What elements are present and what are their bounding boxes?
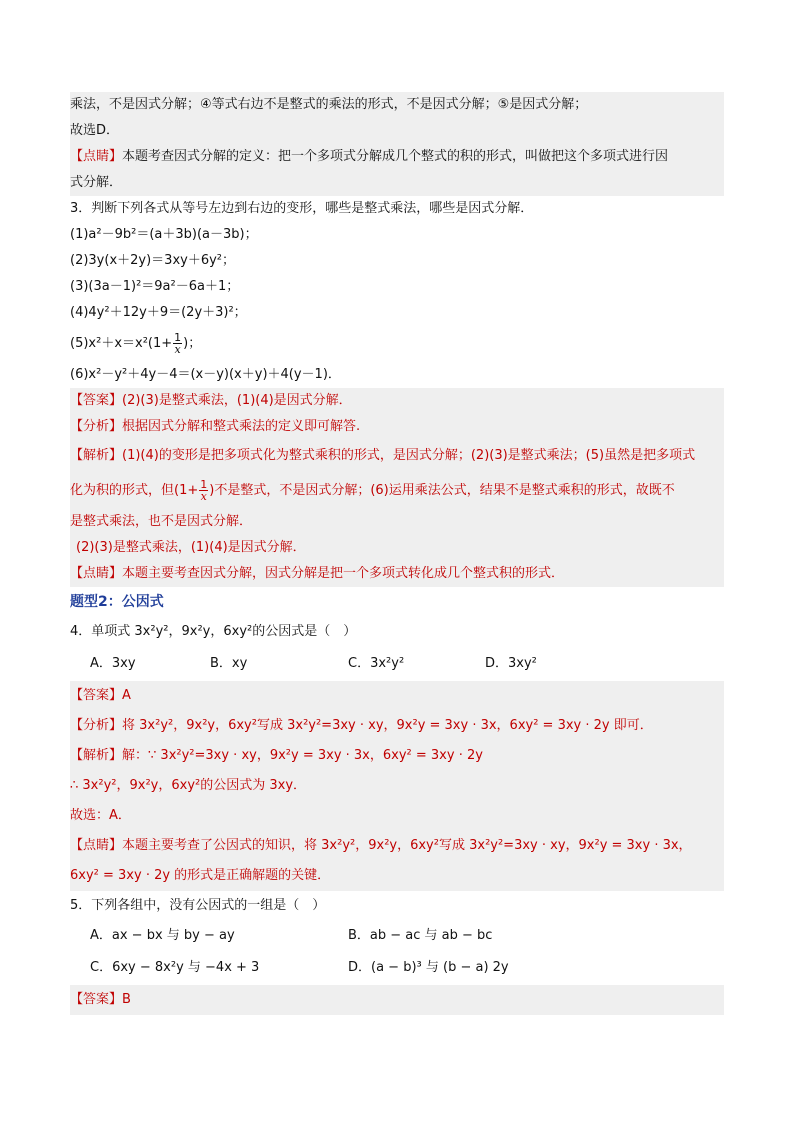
equation-6 (70, 362, 724, 388)
solution-line (70, 472, 724, 509)
option-a[interactable]: A．3xy (90, 656, 136, 671)
heading-text: 题型2：公因式 (70, 594, 164, 610)
option-b[interactable]: B．ab − ac 与 ab − bc (348, 928, 493, 943)
note-line (70, 561, 724, 587)
answer-tag: 【答案】 (70, 992, 123, 1007)
answer-line (70, 681, 724, 711)
answer-text: A (122, 688, 131, 703)
note-text: 本题主要考查了公因式的知识，将 3x²y²，9x²y，6xy²写成 3x²y²=3xy · xy，9x²y = 3xy · 3x， (122, 838, 692, 853)
numerator: 1 (174, 331, 182, 344)
equation-4 (70, 300, 724, 326)
text-line (70, 92, 724, 118)
fraction (199, 479, 208, 502)
solution-text: 故选：A． (70, 808, 131, 823)
equation-text: (5)x²＋x＝x²(1+ (70, 336, 173, 351)
question-3 (70, 196, 724, 222)
fraction (173, 332, 182, 355)
question-text: 4．单项式 3x²y²，9x²y，6xy²的公因式是（ ） (70, 624, 357, 639)
denominator: x (200, 490, 207, 503)
analysis-text: 将 3x²y²，9x²y，6xy²写成 3x²y²=3xy · xy，9x²y = 3xy · 3x，6xy² = 3xy · 2y 即可． (122, 718, 653, 733)
equation-1 (70, 222, 724, 248)
answer-line (70, 388, 724, 414)
answer-line (70, 985, 724, 1015)
note-tag: 【点睛】 (70, 566, 123, 581)
equation-3 (70, 274, 724, 300)
question-5 (70, 891, 724, 921)
equation-text: (2)3y(x＋2y)＝3xy＋6y²； (70, 253, 236, 268)
text-line (70, 118, 724, 144)
answer-text: (2)(3)是整式乘法，(1)(4)是因式分解． (122, 393, 352, 408)
solution-text: 是整式乘法，也不是因式分解． (70, 514, 253, 529)
equation-text: (4)4y²＋12y＋9＝(2y＋3)²； (70, 305, 247, 320)
solution-text: (2)(3)是整式乘法，(1)(4)是因式分解． (76, 540, 306, 555)
solution-line (70, 771, 724, 801)
equation-text: )； (183, 336, 202, 351)
question-4 (70, 617, 724, 647)
analysis-tag: 【分析】 (70, 718, 123, 733)
question-text: 5．下列各组中，没有公因式的一组是（ ） (70, 898, 326, 913)
note-line (70, 144, 724, 170)
equation-5 (70, 326, 724, 362)
solution-tag: 【解析】 (70, 748, 123, 763)
option-b[interactable]: B．xy (210, 656, 248, 671)
option-d[interactable]: D．3xy² (485, 656, 537, 671)
denominator: x (174, 343, 181, 356)
note-tag: 【点睛】 (70, 838, 123, 853)
analysis-line (70, 414, 724, 440)
option-d[interactable]: D．(a − b)³ 与 (b − a) 2y (348, 960, 509, 975)
options-row (70, 647, 724, 681)
solution-text: (1)(4)的变形是把多项式化为整式乘积的形式，是因式分解；(2)(3)是整式乘法；(5)虽然是把多项式 (122, 448, 696, 463)
analysis-text: 根据因式分解和整式乘法的定义即可解答. (122, 419, 361, 434)
analysis-tag: 【分析】 (70, 419, 123, 434)
note-line (70, 861, 724, 891)
equation-text: (3)(3a－1)²＝9a²－6a＋1； (70, 279, 240, 294)
text: 本题考查因式分解的定义：把一个多项式分解成几个整式的积的形式，叫做把这个多项式进行因 (122, 149, 669, 164)
solution-tag: 【解析】 (70, 448, 123, 463)
answer-text: B (122, 992, 131, 1007)
option-c[interactable]: C．3x²y² (348, 656, 405, 671)
options-row (70, 921, 724, 951)
text-line (70, 170, 724, 196)
question-text: 3．判断下列各式从等号左边到右边的变形，哪些是整式乘法，哪些是因式分解． (70, 201, 534, 216)
option-a[interactable]: A．ax − bx 与 by − ay (90, 928, 235, 943)
note-text: 本题主要考查因式分解，因式分解是把一个多项式转化成几个整式积的形式． (122, 566, 565, 581)
document-page (70, 92, 724, 1015)
analysis-line (70, 711, 724, 741)
text: 乘法，不是因式分解；④等式右边不是整式的乘法的形式，不是因式分解；⑤是因式分解； (70, 97, 588, 112)
numerator: 1 (200, 478, 208, 491)
text: 式分解． (70, 175, 123, 190)
solution-line (70, 801, 724, 831)
answer-tag: 【答案】 (70, 393, 123, 408)
equation-text: (6)x²－y²＋4y－4＝(x－y)(x＋y)＋4(y－1)． (70, 367, 341, 382)
solution-line (70, 509, 724, 535)
solution-line (70, 440, 724, 472)
note-line (70, 831, 724, 861)
options-row (70, 951, 724, 985)
section-heading (70, 587, 724, 617)
solution-line (70, 741, 724, 771)
option-c[interactable]: C．6xy − 8x²y 与 −4x + 3 (90, 960, 260, 975)
equation-2 (70, 248, 724, 274)
answer-tag: 【答案】 (70, 688, 123, 703)
note-text: 6xy² = 3xy · 2y 的形式是正确解题的关键． (70, 868, 331, 883)
solution-line (70, 535, 724, 561)
equation-text: (1)a²－9b²＝(a＋3b)(a－3b)； (70, 227, 258, 242)
solution-text: 化为积的形式，但(1+ (70, 483, 199, 498)
solution-text: ∴ 3x²y²，9x²y，6xy²的公因式为 3xy． (70, 778, 307, 793)
solution-text: )不是整式，不是因式分解；(6)运用乘法公式，结果不是整式乘积的形式，故既不 (209, 483, 675, 498)
note-tag: 【点睛】 (70, 149, 123, 164)
text: 故选D． (70, 123, 120, 138)
solution-text: 解：∵ 3x²y²=3xy · xy，9x²y = 3xy · 3x，6xy² = 3xy · 2y (122, 748, 483, 763)
